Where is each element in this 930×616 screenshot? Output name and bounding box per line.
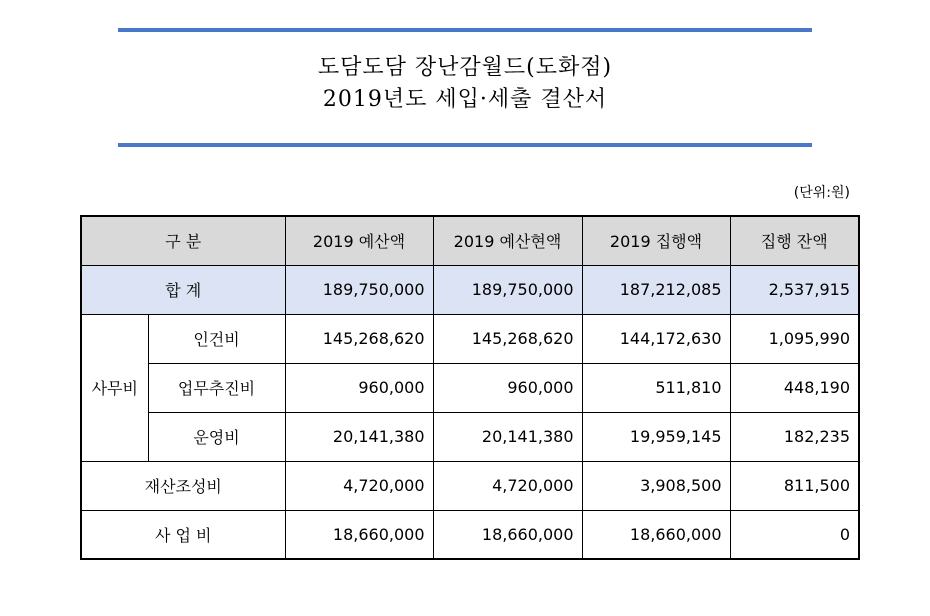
row-execution: 144,172,630 <box>582 314 730 363</box>
row-budget: 960,000 <box>285 363 433 412</box>
row-execution: 3,908,500 <box>582 461 730 510</box>
row-balance: 448,190 <box>730 363 859 412</box>
row-current-budget: 145,268,620 <box>433 314 582 363</box>
header-budget: 2019 예산액 <box>285 216 433 265</box>
document-title: 도담도담 장난감월드(도화점) <box>317 55 613 80</box>
header-category: 구 분 <box>81 216 285 265</box>
total-row <box>81 265 859 314</box>
row-balance: 811,500 <box>730 461 859 510</box>
row-execution: 18,660,000 <box>582 510 730 559</box>
row-balance: 1,095,990 <box>730 314 859 363</box>
row-balance: 0 <box>730 510 859 559</box>
header-current-budget: 2019 예산현액 <box>433 216 582 265</box>
total-balance: 2,537,915 <box>730 265 859 314</box>
row-label: 사 업 비 <box>81 510 285 559</box>
total-current-budget: 189,750,000 <box>433 265 582 314</box>
table-row <box>81 412 859 461</box>
table-row <box>81 363 859 412</box>
row-balance: 182,235 <box>730 412 859 461</box>
row-current-budget: 20,141,380 <box>433 412 582 461</box>
bottom-divider <box>118 143 812 147</box>
row-budget: 4,720,000 <box>285 461 433 510</box>
row-label: 운영비 <box>148 412 285 461</box>
table-row <box>81 461 859 510</box>
row-execution: 511,810 <box>582 363 730 412</box>
row-label: 업무추진비 <box>148 363 285 412</box>
office-group-label: 사무비 <box>81 314 148 461</box>
table-header-row <box>81 216 859 265</box>
total-budget: 189,750,000 <box>285 265 433 314</box>
row-budget: 145,268,620 <box>285 314 433 363</box>
row-label: 인건비 <box>148 314 285 363</box>
header-balance: 집행 잔액 <box>730 216 859 265</box>
row-budget: 18,660,000 <box>285 510 433 559</box>
row-current-budget: 18,660,000 <box>433 510 582 559</box>
row-execution: 19,959,145 <box>582 412 730 461</box>
document-subtitle: 2019년도 세입·세출 결산서 <box>322 87 608 112</box>
table-row <box>81 510 859 559</box>
total-execution: 187,212,085 <box>582 265 730 314</box>
row-budget: 20,141,380 <box>285 412 433 461</box>
row-label: 재산조성비 <box>81 461 285 510</box>
header-execution: 2019 집행액 <box>582 216 730 265</box>
total-label: 합 계 <box>81 265 285 314</box>
settlement-table <box>80 215 860 560</box>
top-divider <box>118 28 812 32</box>
table-row <box>81 314 859 363</box>
unit-label: (단위:원) <box>793 185 850 201</box>
row-current-budget: 4,720,000 <box>433 461 582 510</box>
row-current-budget: 960,000 <box>433 363 582 412</box>
